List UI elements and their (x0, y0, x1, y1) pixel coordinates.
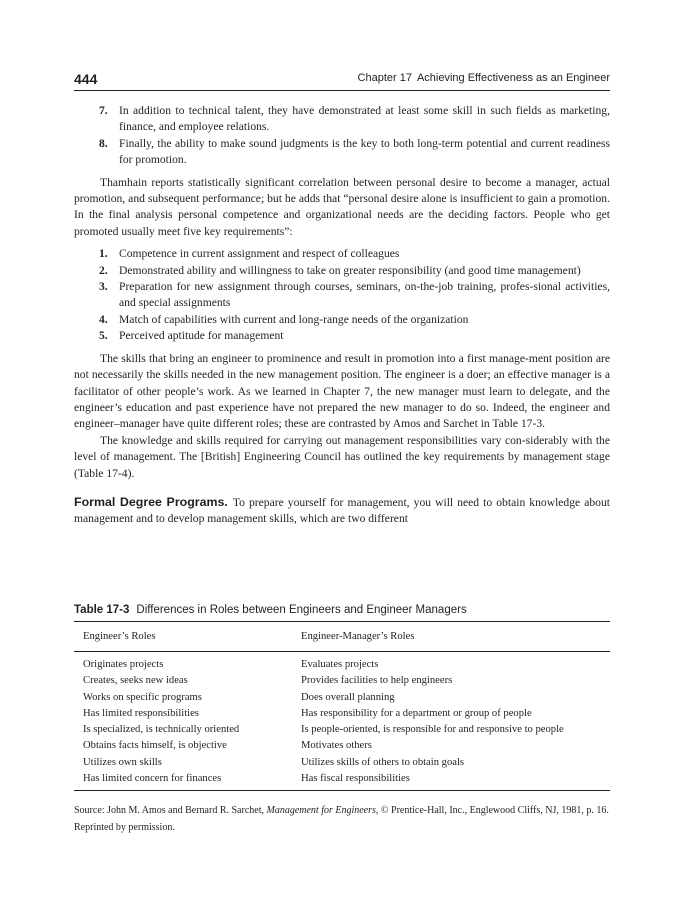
header-rule (74, 90, 610, 91)
table-row (74, 755, 610, 771)
numbered-list-continued (74, 103, 610, 169)
paragraph-skills: The skills that bring an engineer to prominence and result in promotion into a first manage-ment position are not necessarily the skills needed in the new management position. The engineer is a doer; an effective manager is a facilitator of other people’s work. As we learned in Chapter 7, the new manager must learn to delegate, and the engineer’s education and past experience have not prepared the new manager to do so. Indeed, the engineer and engineer–manager have quite different roles; these are contrasted by Amos and Sarchet in Table 17-3. (74, 351, 610, 431)
table-cell: Originates projects (83, 659, 164, 670)
list-item (74, 312, 610, 328)
table-cell: Works on specific programs (83, 691, 202, 703)
source-prefix: Source: John M. Amos and Bernard R. Sarchet, (74, 805, 264, 817)
list-item-text: Competence in current assignment and respect of colleagues (119, 247, 400, 261)
table-row (74, 673, 610, 689)
table-cell: Evaluates projects (301, 659, 379, 670)
paragraph-knowledge: The knowledge and skills required for carrying out management responsibilities vary con-siderably with the level of management. The [British] Engineering Council has outlined the key requirements by management stage (Table 17-4). (74, 433, 610, 480)
table-row (74, 722, 610, 738)
running-header (74, 71, 610, 89)
table-row (74, 771, 610, 791)
list-item-text: Demonstrated ability and willingness to take on greater responsibility (and good time management) (119, 263, 581, 277)
table-cell: Does overall planning (301, 691, 395, 703)
list-item-number: 8. (99, 136, 108, 150)
table-cell: Has fiscal responsibilities (301, 773, 410, 785)
column-header-engineer-manager: Engineer-Manager’s Roles (301, 622, 610, 652)
paragraph-thamhain: Thamhain reports statistically significant correlation between personal desire to become a manager, actual promotion, and subsequent performance; but he adds that “personal desire alone is insufficient to gain a promotion. In the final analysis personal competence and organizational needs are the deciding factors. People who get promoted usually meet five key requirements”: (74, 175, 610, 238)
table-cell: Obtains facts himself, is objective (83, 740, 227, 752)
table-row (74, 652, 610, 674)
list-item-text: Match of capabilities with current and long-range needs of the organization (119, 312, 469, 326)
table-title: Differences in Roles between Engineers and Engineer Managers (136, 604, 467, 616)
table-source-note (74, 803, 610, 836)
list-item-text: Perceived aptitude for management (119, 329, 284, 343)
chapter-title: Achieving Effectiveness as an Engineer (416, 72, 610, 84)
column-header-engineer: Engineer’s Roles (74, 622, 301, 652)
table-cell: Utilizes own skills (83, 756, 162, 768)
table-row (74, 738, 610, 754)
list-item-text: Finally, the ability to make sound judgments is the key to both long-term potential and current readiness for promotion. (119, 136, 610, 167)
page-number: 444 (74, 71, 98, 87)
list-item-number: 7. (99, 104, 108, 117)
table-cell: Creates, seeks new ideas (83, 675, 188, 687)
body-text (74, 103, 610, 528)
table-cell: Is specialized, is technically oriented (83, 724, 240, 736)
requirements-list (74, 246, 610, 344)
table-caption (74, 604, 610, 621)
list-item-text: Preparation for new assignment through courses, seminars, on-the-job training, profes-sional activities, and special assignments (119, 280, 610, 310)
table-row (74, 706, 610, 722)
list-item (74, 263, 610, 279)
table-row (74, 690, 610, 706)
roles-table (74, 621, 610, 791)
table-cell: Utilizes skills of others to obtain goals (301, 756, 465, 768)
chapter-number: Chapter 17 (357, 72, 412, 84)
table-cell: Has responsibility for a department or group of people (301, 707, 532, 719)
running-head (358, 72, 610, 84)
table-label: Table 17-3 (74, 604, 130, 616)
list-item-number: 5. (99, 329, 108, 343)
list-item (74, 103, 610, 136)
list-item (74, 136, 610, 169)
list-item-number: 1. (99, 247, 108, 261)
table-17-3 (74, 604, 610, 836)
source-book-title: Management for Engineers, (266, 805, 379, 817)
list-item-number: 4. (99, 312, 108, 326)
table-cell: Motivates others (301, 740, 372, 752)
table-header-row (74, 622, 610, 652)
table-cell: Has limited responsibilities (83, 707, 199, 719)
list-item-number: 3. (99, 280, 108, 294)
section-heading: Formal Degree Programs. (74, 494, 228, 509)
list-item-number: 2. (99, 263, 108, 277)
list-item (74, 246, 610, 262)
table-cell: Is people-oriented, is responsible for and responsive to people (301, 724, 564, 736)
section-text: To prepare yourself for management, you will need to obtain knowledge about management and to develop management skills, which are two different (74, 495, 611, 526)
table-cell: Has limited concern for finances (83, 773, 222, 785)
list-item-text: In addition to technical talent, they have demonstrated at least some skill in such fields as marketing, finance, and employee relations. (119, 104, 610, 134)
list-item (74, 328, 610, 344)
table-cell: Provides facilities to help engineers (301, 675, 453, 687)
section-formal-degree-programs (74, 494, 610, 528)
source-suffix: © Prentice-Hall, Inc., Englewood Cliffs, NJ, 1981, p. 16. Reprinted by permission. (74, 805, 609, 833)
list-item (74, 279, 610, 312)
